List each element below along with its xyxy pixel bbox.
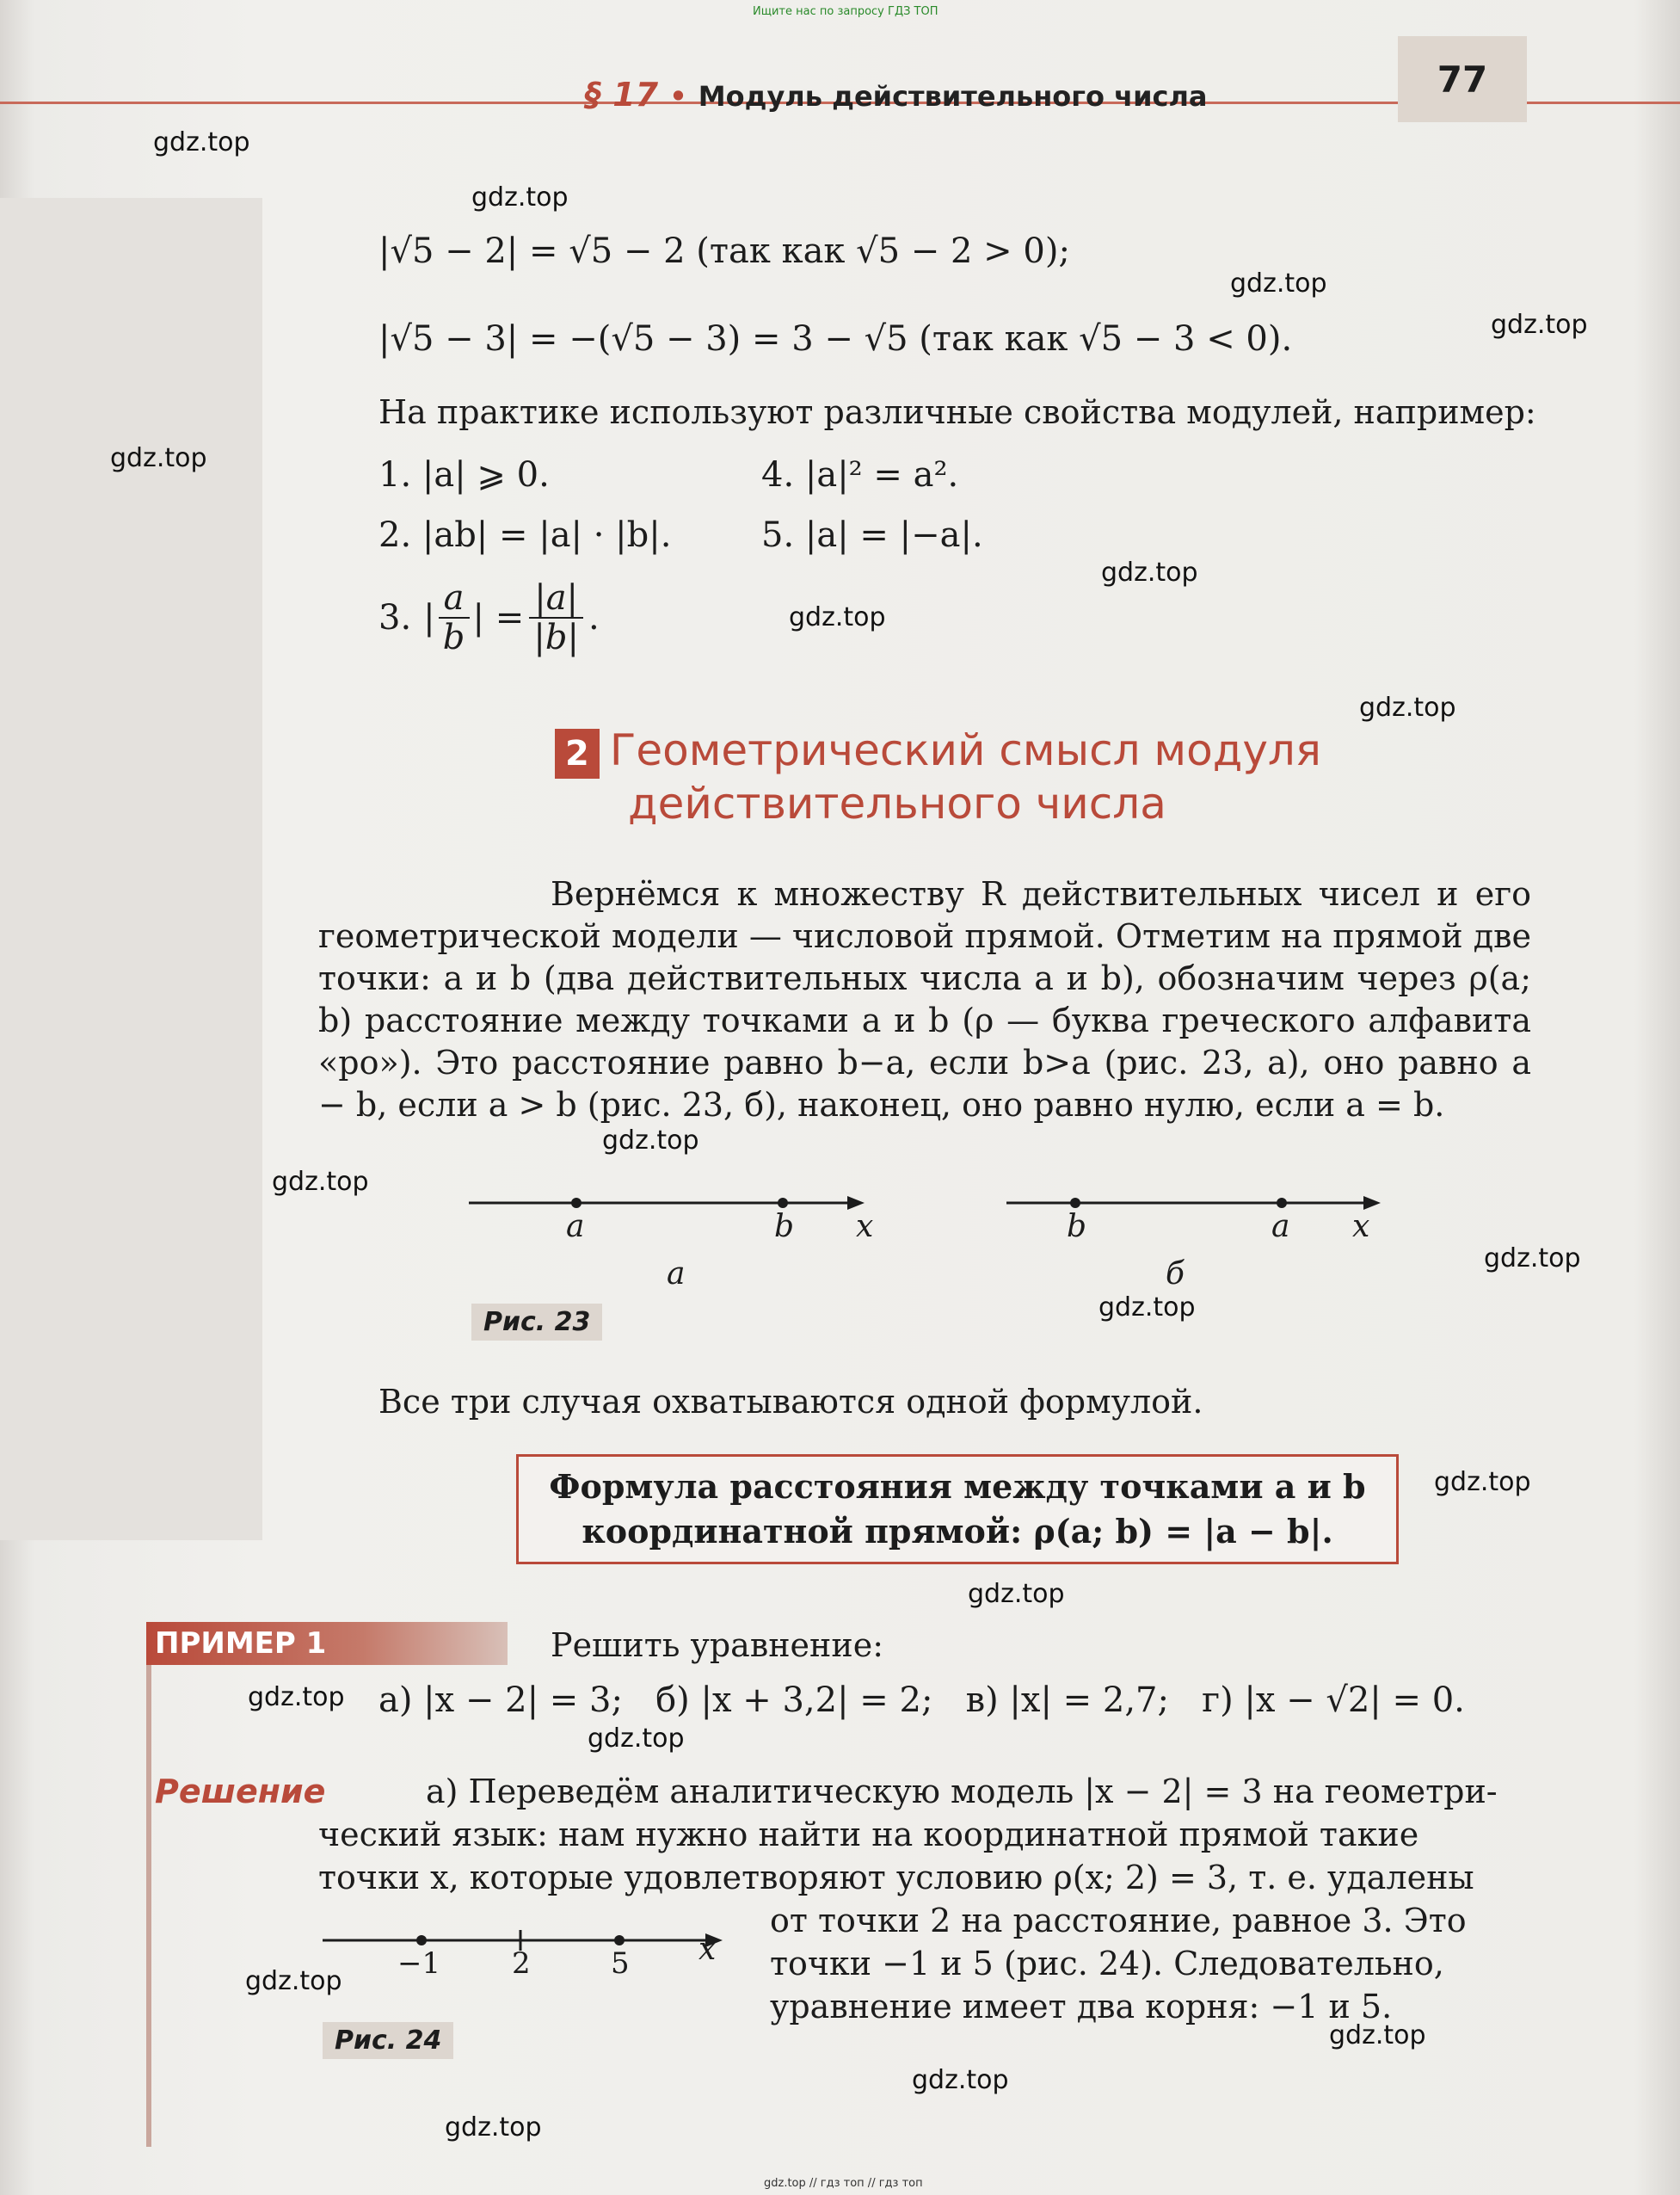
solution-line-5: точки −1 и 5 (рис. 24). Следовательно,	[770, 1945, 1444, 1982]
example-task: Решить уравнение:	[551, 1626, 883, 1664]
watermark[interactable]: gdz.top	[968, 1579, 1065, 1609]
fig23-left-subcaption: а	[667, 1256, 686, 1292]
watermark[interactable]: gdz.top	[445, 2112, 542, 2143]
left-margin-strip	[0, 198, 262, 1540]
property-1: 1. |a| ⩾ 0.	[378, 455, 550, 495]
watermark[interactable]: gdz.top	[1230, 268, 1327, 299]
fig23-right-subcaption: б	[1166, 1256, 1185, 1292]
example-label: ПРИМЕР 1	[146, 1622, 508, 1665]
distance-formula-box	[516, 1454, 1399, 1564]
section-2-title-line2: действительного числа	[628, 779, 1166, 829]
watermark[interactable]: gdz.top	[588, 1723, 685, 1754]
section-2-number: 2	[555, 729, 600, 779]
watermark[interactable]: gdz.top	[1101, 558, 1198, 588]
property-3: 3. | $\frac{a}{b}$ | = $\frac{|a|}{|b|}$ .	[378, 578, 600, 657]
formula-line-2: координатной прямой: ρ(a; b) = |a − b|.	[582, 1512, 1333, 1551]
solution-line-3: точки x, которые удовлетворяют условию ρ(x; 2) = 3, т. е. удалены	[318, 1859, 1474, 1896]
fig23-left-point-a: a	[566, 1209, 585, 1244]
solution-line-4: от точки 2 на расстояние, равное 3. Это	[770, 1902, 1467, 1939]
fig23-left-axis-label: x	[856, 1209, 874, 1244]
practice-intro: На практике используют различные свойства модулей, например:	[378, 393, 1536, 431]
fig24-caption: Рис. 24	[323, 2022, 453, 2059]
watermark[interactable]: gdz.top	[245, 1966, 342, 1996]
all-three-cases: Все три случая охватываются одной формулой.	[378, 1383, 1203, 1421]
formula-line-1: Формула расстояния между точками a и b	[549, 1467, 1366, 1506]
watermark[interactable]: gdz.top	[1098, 1292, 1196, 1323]
header-title: Модуль действительного числа	[698, 80, 1208, 113]
example-equations: а) |x − 2| = 3; б) |x + 3,2| = 2; в) |x| = 2,7; г) |x − √2| = 0.	[378, 1680, 1465, 1720]
solution-line-2: ческий язык: нам нужно найти на координатной прямой такие	[318, 1816, 1419, 1853]
example-side-bar	[146, 1665, 151, 2147]
section-number: § 17	[585, 76, 659, 114]
page-number: 77	[1398, 36, 1527, 122]
math-line-2: |√5 − 3| = −(√5 − 3) = 3 − √5 (так как √5 − 3 < 0).	[378, 319, 1293, 359]
bottom-notice[interactable]: gdz.top // гдз топ // гдз топ	[764, 2177, 923, 2190]
watermark[interactable]: gdz.top	[1329, 2020, 1426, 2050]
fig24-tick-minus-one: −1	[397, 1946, 441, 1981]
fig23-right-line	[1006, 1196, 1381, 1210]
fraction-numerator-left: a	[439, 579, 470, 619]
fig23-left-point-b: b	[774, 1209, 795, 1244]
solution-line-6: уравнение имеет два корня: −1 и 5.	[770, 1988, 1393, 2025]
watermark[interactable]: gdz.top	[248, 1682, 345, 1712]
watermark[interactable]: gdz.top	[153, 127, 250, 157]
top-notice[interactable]: Ищите нас по запросу ГДЗ ТОП	[753, 5, 938, 18]
watermark[interactable]: gdz.top	[1491, 310, 1588, 340]
watermark[interactable]: gdz.top	[1434, 1467, 1531, 1497]
fig24-axis-label: x	[698, 1932, 717, 1967]
running-header	[585, 76, 1208, 114]
watermark[interactable]: gdz.top	[110, 443, 207, 473]
watermark[interactable]: gdz.top	[272, 1167, 369, 1197]
watermark[interactable]: gdz.top	[789, 602, 886, 632]
fig24-tick-five: 5	[611, 1946, 630, 1981]
watermark[interactable]: gdz.top	[1484, 1243, 1581, 1273]
fraction-denominator-right: |b|	[533, 618, 579, 657]
section-2-heading	[555, 725, 1321, 829]
fig23-right-point-b: b	[1067, 1209, 1087, 1244]
math-line-1: |√5 − 2| = √5 − 2 (так как √5 − 2 > 0);	[378, 231, 1070, 271]
fig23-right-point-a: a	[1271, 1209, 1290, 1244]
solution-label: Решение	[155, 1773, 326, 1810]
property-2: 2. |ab| = |a| · |b|.	[378, 515, 672, 555]
fig23-caption: Рис. 23	[471, 1304, 602, 1341]
fig23-left-line	[469, 1196, 865, 1210]
section-2-title-line1: Геометрический смысл модуля	[609, 725, 1321, 775]
fraction-denominator-left: b	[442, 618, 465, 657]
watermark[interactable]: gdz.top	[912, 2065, 1009, 2095]
property-3-prefix: 3.	[378, 598, 412, 638]
property-4: 4. |a|² = a².	[761, 455, 959, 495]
watermark[interactable]: gdz.top	[471, 182, 569, 213]
fig23-right-axis-label: x	[1352, 1209, 1370, 1244]
property-5: 5. |a| = |−a|.	[761, 515, 983, 555]
watermark[interactable]: gdz.top	[1359, 693, 1456, 723]
fraction-numerator-right: |a|	[529, 579, 583, 619]
solution-line-1: а) Переведём аналитическую модель |x − 2| = 3 на геометри-	[426, 1773, 1498, 1810]
paragraph-distance: Вернёмся к множеству R действительных чисел и его геометрической модели — числовой прямой. Отметим на прямой две точки: a и b (два действительных числа a и b), обозначим через ρ(a; b) расстояние между точками a и b (ρ — буква греческого алфавита «ро»). Это расстояние равно b−a, если b>a (рис. 23, а), оно равно a − b, если a > b (рис. 23, б), наконец, оно равно нулю, если a = b.	[318, 875, 1531, 1124]
watermark[interactable]: gdz.top	[602, 1125, 699, 1156]
fig24-tick-two: 2	[512, 1946, 531, 1981]
header-bullet: •	[669, 80, 687, 113]
